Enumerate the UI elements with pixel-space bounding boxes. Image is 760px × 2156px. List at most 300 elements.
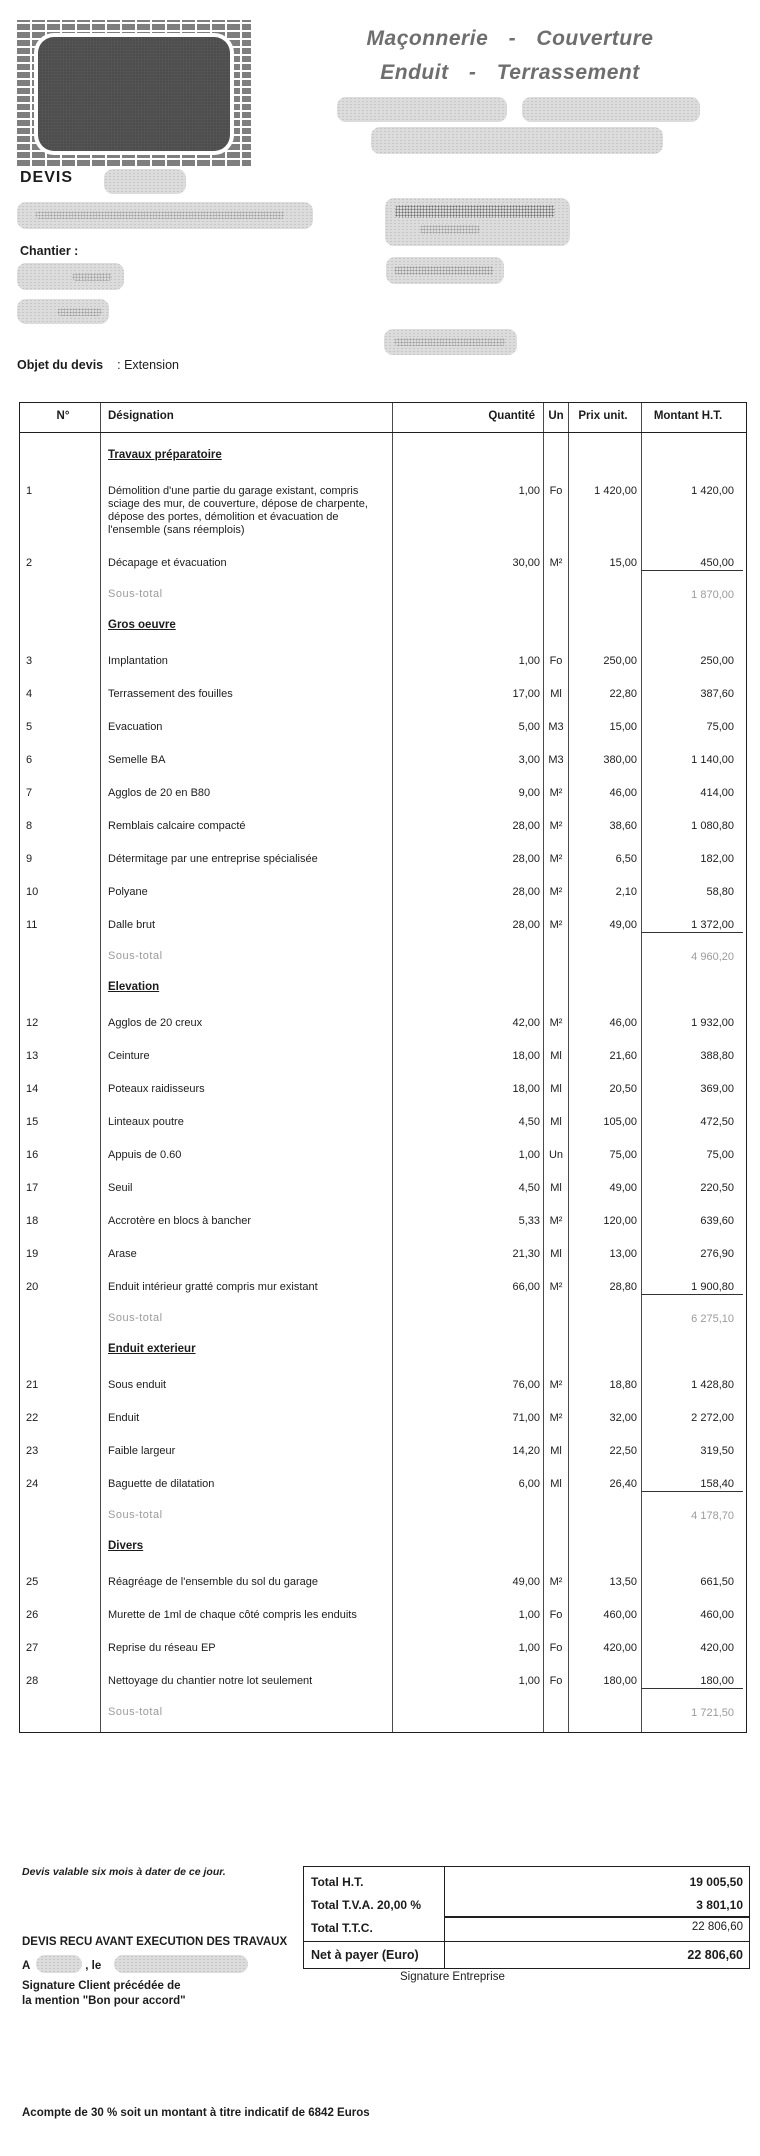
- date-redaction: [114, 1955, 248, 1973]
- cell-des: Enduit exterieur: [100, 1327, 392, 1359]
- cell-un: [543, 1524, 568, 1556]
- totals-box: [303, 1866, 750, 1969]
- cell-mont: 1 932,00: [641, 997, 743, 1030]
- cell-mont: 450,00: [641, 537, 743, 570]
- cell-qty: [392, 1524, 543, 1556]
- cell-qty: 21,30: [392, 1228, 543, 1261]
- cell-un: Un: [543, 403, 568, 432]
- cell-prix: [568, 1524, 641, 1556]
- cell-mont: 369,00: [641, 1063, 743, 1096]
- cell-no: [20, 1327, 100, 1359]
- cell-des: Sous-total: [100, 1294, 392, 1327]
- cell-mont: [641, 1524, 743, 1556]
- cell-qty: 5,33: [392, 1195, 543, 1228]
- cell-no: 20: [26, 1281, 39, 1293]
- table-row: [20, 635, 746, 668]
- total-ht-row: [304, 1867, 749, 1894]
- table-row: [20, 537, 746, 570]
- cell-no: [20, 433, 100, 465]
- cell-des: Travaux préparatoire: [100, 433, 392, 465]
- cell-mont: 4 178,70: [641, 1491, 743, 1524]
- total-value: 19 005,50: [444, 1867, 749, 1894]
- cell-prix: [568, 1327, 641, 1359]
- cell-qty: [392, 965, 543, 997]
- cell-mont: 220,50: [641, 1162, 743, 1195]
- table-row: [20, 1096, 746, 1129]
- cell-un: Ml: [543, 1162, 568, 1195]
- total-value: 22 806,60: [444, 1918, 749, 1941]
- email-redaction: [371, 127, 663, 154]
- cell-des: Murette de 1ml de chaque côté compris les enduits: [100, 1589, 392, 1622]
- cell-un: Ml: [543, 668, 568, 701]
- cell-des: Terrassement des fouilles: [100, 668, 392, 701]
- cell-mont: 180,00: [641, 1655, 743, 1688]
- subtotal-row: [20, 1491, 746, 1524]
- cell-un: [543, 570, 568, 603]
- cell-no: 15: [26, 1116, 39, 1128]
- table-row: [20, 734, 746, 767]
- chantier-line2-redaction: [17, 299, 109, 324]
- cell-qty: 5,00: [392, 701, 543, 734]
- cell-mont: 1 080,80: [641, 800, 743, 833]
- cell-mont: 639,60: [641, 1195, 743, 1228]
- cell-des: Sous enduit: [100, 1359, 392, 1392]
- cell-qty: 18,00: [392, 1030, 543, 1063]
- le-label: , le: [85, 1960, 102, 1972]
- client-city-redaction: [386, 257, 504, 284]
- title-line-1: Maçonnerie - Couverture: [366, 27, 654, 50]
- cell-des: Accrotère en blocs à bancher: [100, 1195, 392, 1228]
- table-row: [20, 1162, 746, 1195]
- place-date-line: [22, 1955, 248, 1973]
- cell-qty: 28,00: [392, 833, 543, 866]
- cell-un: [543, 1491, 568, 1524]
- cell-no: 17: [26, 1182, 39, 1194]
- cell-des: Désignation: [100, 403, 392, 432]
- cell-qty: 6,00: [392, 1458, 543, 1491]
- chantier-label: Chantier :: [20, 244, 79, 258]
- cell-no: 21: [26, 1379, 39, 1391]
- cell-no: 1: [26, 485, 33, 497]
- cell-mont: 387,60: [641, 668, 743, 701]
- place-redaction: [36, 1955, 82, 1973]
- cell-qty: [392, 603, 543, 635]
- cell-un: [543, 603, 568, 635]
- cell-un: Fo: [543, 1655, 568, 1688]
- cell-des: Arase: [100, 1228, 392, 1261]
- cell-un: M²: [543, 833, 568, 866]
- cell-prix: [568, 1491, 641, 1524]
- cell-no: 19: [26, 1248, 39, 1260]
- cell-un: Fo: [543, 635, 568, 668]
- objet-label: Objet du devis: [17, 358, 104, 372]
- cell-no: [20, 1294, 100, 1327]
- cell-qty: 1,00: [392, 1622, 543, 1655]
- table-row: [20, 1261, 746, 1294]
- cell-no: 25: [26, 1576, 39, 1588]
- devis-number-redaction: [104, 169, 186, 194]
- cell-no: [20, 965, 100, 997]
- cell-un: Ml: [543, 1030, 568, 1063]
- cell-no: 18: [26, 1215, 39, 1227]
- cell-des: Remblais calcaire compacté: [100, 800, 392, 833]
- cell-prix: 49,00: [568, 1162, 641, 1195]
- subtotal-row: [20, 570, 746, 603]
- devis-label: DEVIS: [20, 169, 74, 186]
- cell-prix: 22,50: [568, 1425, 641, 1458]
- cell-prix: 120,00: [568, 1195, 641, 1228]
- table-row: [20, 1589, 746, 1622]
- cell-qty: 28,00: [392, 800, 543, 833]
- company-address-redaction: [17, 202, 313, 229]
- table-row: [20, 1063, 746, 1096]
- cell-qty: 71,00: [392, 1392, 543, 1425]
- cell-des: Sous-total: [100, 1688, 392, 1721]
- cell-qty: [392, 1721, 543, 1732]
- section-header-row: [20, 965, 746, 997]
- cell-qty: 1,00: [392, 1589, 543, 1622]
- cell-des: Gros oeuvre: [100, 603, 392, 635]
- cell-no: 3: [26, 655, 33, 667]
- logo-redaction: [38, 37, 230, 151]
- cell-no: [20, 603, 100, 635]
- cell-prix: [568, 1688, 641, 1721]
- cell-des: Réagréage de l'ensemble du sol du garage: [100, 1556, 392, 1589]
- cell-mont: 75,00: [641, 701, 743, 734]
- subtotal-row: [20, 1294, 746, 1327]
- table-row: [20, 997, 746, 1030]
- total-ttc-row: [304, 1918, 749, 1942]
- table-row: [20, 1556, 746, 1589]
- cell-prix: 105,00: [568, 1096, 641, 1129]
- cell-prix: [568, 965, 641, 997]
- cell-des: Semelle BA: [100, 734, 392, 767]
- section-header-row: [20, 603, 746, 635]
- table-row: [20, 1655, 746, 1688]
- cell-mont: 182,00: [641, 833, 743, 866]
- cell-prix: 26,40: [568, 1458, 641, 1491]
- cell-des: Enduit intérieur gratté compris mur existant: [100, 1261, 392, 1294]
- table-row: [20, 800, 746, 833]
- total-label: Total T.T.C.: [311, 1921, 373, 1935]
- cell-qty: 76,00: [392, 1359, 543, 1392]
- cell-des: Divers: [100, 1524, 392, 1556]
- cell-mont: [641, 1721, 743, 1732]
- cell-qty: [392, 932, 543, 965]
- cell-prix: 13,50: [568, 1556, 641, 1589]
- cell-no: 16: [26, 1149, 39, 1161]
- cell-mont: 420,00: [641, 1622, 743, 1655]
- cell-un: Ml: [543, 1458, 568, 1491]
- table-row: [20, 866, 746, 899]
- company-activity-title: [298, 22, 722, 90]
- cell-no: 2: [26, 557, 33, 569]
- cell-un: [543, 1294, 568, 1327]
- cell-qty: 49,00: [392, 1556, 543, 1589]
- total-tva-row: [304, 1894, 749, 1918]
- cell-un: M²: [543, 1261, 568, 1294]
- cell-un: Un: [543, 1129, 568, 1162]
- cell-des: Enduit: [100, 1392, 392, 1425]
- cell-un: M²: [543, 767, 568, 800]
- cell-no: [20, 1491, 100, 1524]
- cell-qty: [392, 570, 543, 603]
- cell-mont: Montant H.T.: [641, 403, 743, 432]
- table-row: [20, 899, 746, 932]
- cell-mont: 6 275,10: [641, 1294, 743, 1327]
- cell-mont: 388,80: [641, 1030, 743, 1063]
- cell-des: Démolition d'une partie du garage existant, compris sciage des mur, de couverture, dépose de charpente, dépose des portes, démolition et évacuation de l'ensemble (sans réemplois): [100, 465, 392, 537]
- cell-no: 13: [26, 1050, 39, 1062]
- cell-mont: 58,80: [641, 866, 743, 899]
- cell-no: N°: [56, 410, 70, 422]
- cell-prix: [568, 1294, 641, 1327]
- cell-prix: 15,00: [568, 701, 641, 734]
- subtotal-row: [20, 1688, 746, 1721]
- cell-no: 9: [26, 853, 33, 865]
- cell-qty: 4,50: [392, 1162, 543, 1195]
- cell-prix: 460,00: [568, 1589, 641, 1622]
- total-value: 22 806,60: [444, 1942, 749, 1968]
- cell-des: Evacuation: [100, 701, 392, 734]
- cell-mont: 1 721,50: [641, 1688, 743, 1721]
- table-row: [20, 1030, 746, 1063]
- cell-un: [543, 932, 568, 965]
- cell-qty: 18,00: [392, 1063, 543, 1096]
- total-label: Net à payer (Euro): [311, 1948, 419, 1962]
- cell-un: M²: [543, 537, 568, 570]
- cell-un: M²: [543, 866, 568, 899]
- cell-des: Sous-total: [100, 932, 392, 965]
- cell-un: [543, 1327, 568, 1359]
- cell-qty: 17,00: [392, 668, 543, 701]
- cell-no: [20, 1721, 100, 1732]
- cell-prix: 75,00: [568, 1129, 641, 1162]
- cell-un: [543, 1721, 568, 1732]
- cell-des: Linteaux poutre: [100, 1096, 392, 1129]
- table-row: [20, 1392, 746, 1425]
- cell-un: [543, 1688, 568, 1721]
- total-value: 3 801,10: [444, 1894, 749, 1918]
- cell-qty: 9,00: [392, 767, 543, 800]
- section-header-row: [20, 1327, 746, 1359]
- table-row: [20, 1622, 746, 1655]
- subtotal-row: [20, 932, 746, 965]
- filler-row: [20, 1721, 746, 1732]
- cell-un: M3: [543, 701, 568, 734]
- cell-un: M²: [543, 1392, 568, 1425]
- cell-prix: 180,00: [568, 1655, 641, 1688]
- cell-un: Ml: [543, 1063, 568, 1096]
- cell-un: Ml: [543, 1228, 568, 1261]
- cell-prix: 420,00: [568, 1622, 641, 1655]
- cell-mont: 75,00: [641, 1129, 743, 1162]
- cell-qty: 1,00: [392, 1129, 543, 1162]
- table-row: [20, 1129, 746, 1162]
- cell-qty: 1,00: [392, 635, 543, 668]
- cell-mont: 4 960,20: [641, 932, 743, 965]
- cell-des: Sous-total: [100, 1491, 392, 1524]
- cell-no: [20, 570, 100, 603]
- section-header-row: [20, 433, 746, 465]
- cell-prix: 380,00: [568, 734, 641, 767]
- cell-un: M²: [543, 1359, 568, 1392]
- title-line-2: Enduit - Terrassement: [380, 61, 640, 84]
- cell-un: Fo: [543, 1589, 568, 1622]
- table-row: [20, 1359, 746, 1392]
- cell-un: [543, 965, 568, 997]
- brick-wall-logo-icon: [17, 20, 251, 166]
- cell-qty: 66,00: [392, 1261, 543, 1294]
- cell-qty: 4,50: [392, 1096, 543, 1129]
- cell-des: Baguette de dilatation: [100, 1458, 392, 1491]
- cell-qty: 1,00: [392, 1655, 543, 1688]
- cell-mont: 661,50: [641, 1556, 743, 1589]
- cell-no: 22: [26, 1412, 39, 1424]
- cell-no: 4: [26, 688, 33, 700]
- cell-qty: [392, 1491, 543, 1524]
- cell-no: 27: [26, 1642, 39, 1654]
- a-label: A: [22, 1960, 30, 1972]
- cell-un: Fo: [543, 1622, 568, 1655]
- cell-mont: 1 140,00: [641, 734, 743, 767]
- cell-qty: [392, 1327, 543, 1359]
- validity-note: Devis valable six mois à dater de ce jour.: [22, 1866, 226, 1878]
- cell-mont: 1 420,00: [641, 465, 743, 537]
- table-header-row: [20, 403, 746, 433]
- cell-mont: [641, 433, 743, 465]
- cell-des: Agglos de 20 en B80: [100, 767, 392, 800]
- table-row: [20, 1195, 746, 1228]
- cell-no: 26: [26, 1609, 39, 1621]
- cell-no: 5: [26, 721, 33, 733]
- cell-un: M²: [543, 1556, 568, 1589]
- cell-prix: 18,80: [568, 1359, 641, 1392]
- table-row: [20, 701, 746, 734]
- cell-des: Seuil: [100, 1162, 392, 1195]
- table-row: [20, 833, 746, 866]
- cell-qty: 28,00: [392, 866, 543, 899]
- cell-mont: 1 428,80: [641, 1359, 743, 1392]
- cell-un: [543, 433, 568, 465]
- cell-qty: [392, 433, 543, 465]
- cell-prix: 49,00: [568, 899, 641, 932]
- cell-prix: [568, 433, 641, 465]
- signature-client-line1: Signature Client précédée de: [22, 1980, 181, 1992]
- cell-prix: 28,80: [568, 1261, 641, 1294]
- cell-mont: 250,00: [641, 635, 743, 668]
- cell-des: Ceinture: [100, 1030, 392, 1063]
- cell-un: Ml: [543, 1096, 568, 1129]
- cell-no: 23: [26, 1445, 39, 1457]
- cell-no: 10: [26, 886, 39, 898]
- objet-du-devis: [17, 358, 179, 372]
- cell-des: Nettoyage du chantier notre lot seulement: [100, 1655, 392, 1688]
- cell-no: 28: [26, 1675, 39, 1687]
- cell-prix: 250,00: [568, 635, 641, 668]
- cell-mont: [641, 603, 743, 635]
- cell-no: 12: [26, 1017, 39, 1029]
- cell-no: 24: [26, 1478, 39, 1490]
- cell-un: M²: [543, 800, 568, 833]
- cell-qty: 1,00: [392, 465, 543, 537]
- cell-mont: 1 870,00: [641, 570, 743, 603]
- cell-qty: 14,20: [392, 1425, 543, 1458]
- cell-des: Poteaux raidisseurs: [100, 1063, 392, 1096]
- table-row: [20, 1458, 746, 1491]
- cell-mont: 276,90: [641, 1228, 743, 1261]
- client-ref-redaction: [384, 329, 517, 355]
- cell-qty: 42,00: [392, 997, 543, 1030]
- net-a-payer-row: [304, 1942, 749, 1968]
- cell-prix: [568, 932, 641, 965]
- signature-entreprise-label: Signature Entreprise: [400, 1971, 505, 1983]
- cell-prix: 6,50: [568, 833, 641, 866]
- cell-prix: 1 420,00: [568, 465, 641, 537]
- table-row: [20, 1228, 746, 1261]
- cell-qty: [392, 1294, 543, 1327]
- cell-qty: Quantité: [392, 403, 543, 432]
- cell-prix: 38,60: [568, 800, 641, 833]
- cell-des: Appuis de 0.60: [100, 1129, 392, 1162]
- cell-prix: 46,00: [568, 767, 641, 800]
- cell-qty: 30,00: [392, 537, 543, 570]
- cell-mont: 2 272,00: [641, 1392, 743, 1425]
- cell-prix: [568, 1721, 641, 1732]
- table-row: [20, 465, 746, 537]
- client-name-redaction: [385, 198, 570, 246]
- cell-des: Agglos de 20 creux: [100, 997, 392, 1030]
- cell-prix: [568, 570, 641, 603]
- cell-prix: 22,80: [568, 668, 641, 701]
- cell-no: [20, 1688, 100, 1721]
- cell-des: Reprise du réseau EP: [100, 1622, 392, 1655]
- cell-no: [20, 1524, 100, 1556]
- cell-no: 6: [26, 754, 33, 766]
- cell-un: M3: [543, 734, 568, 767]
- table-row: [20, 668, 746, 701]
- cell-prix: Prix unit.: [568, 403, 641, 432]
- fax-redaction: [522, 97, 700, 122]
- objet-value: : Extension: [117, 358, 179, 372]
- table-row: [20, 1425, 746, 1458]
- cell-qty: 28,00: [392, 899, 543, 932]
- cell-un: Ml: [543, 1425, 568, 1458]
- cell-des: [100, 1721, 392, 1732]
- signature-client-line2: la mention "Bon pour accord": [22, 1995, 186, 2007]
- cell-prix: 2,10: [568, 866, 641, 899]
- cell-prix: 20,50: [568, 1063, 641, 1096]
- cell-qty: 3,00: [392, 734, 543, 767]
- cell-prix: 15,00: [568, 537, 641, 570]
- cell-qty: [392, 1688, 543, 1721]
- table-row: [20, 767, 746, 800]
- cell-un: M²: [543, 899, 568, 932]
- cell-un: Fo: [543, 465, 568, 537]
- total-label: Total H.T.: [311, 1875, 364, 1889]
- cell-mont: [641, 1327, 743, 1359]
- cell-prix: 21,60: [568, 1030, 641, 1063]
- cell-no: [20, 932, 100, 965]
- total-label: Total T.V.A. 20,00 %: [311, 1898, 422, 1912]
- cell-mont: 1 900,80: [641, 1261, 743, 1294]
- cell-des: Sous-total: [100, 570, 392, 603]
- cell-mont: 414,00: [641, 767, 743, 800]
- cell-un: M²: [543, 997, 568, 1030]
- cell-prix: 13,00: [568, 1228, 641, 1261]
- cell-mont: 319,50: [641, 1425, 743, 1458]
- cell-mont: 460,00: [641, 1589, 743, 1622]
